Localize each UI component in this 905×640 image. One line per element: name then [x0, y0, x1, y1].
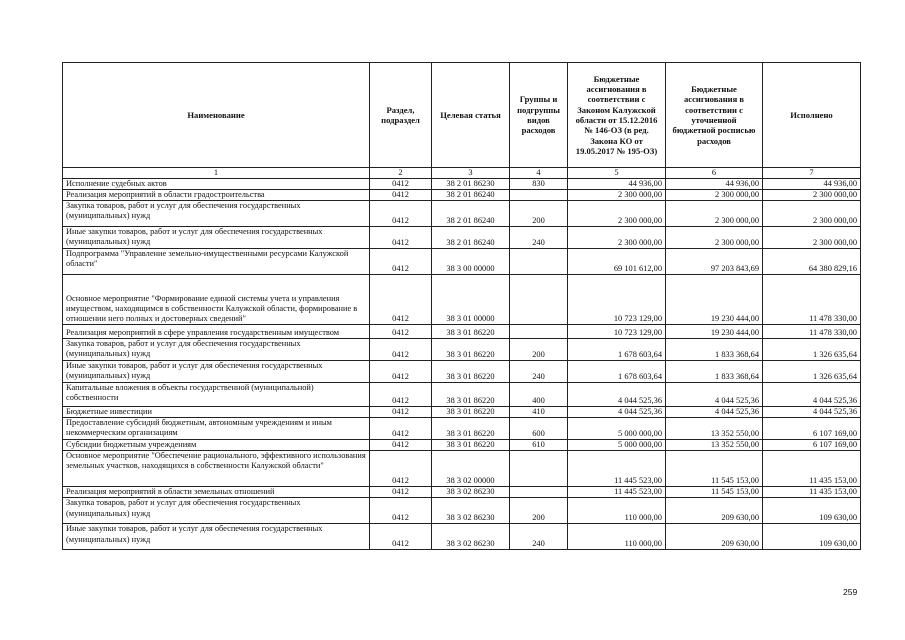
row-planned: 2 300 000,00 [568, 201, 666, 227]
row-section: 0412 [370, 524, 432, 550]
table-row [63, 325, 861, 339]
row-planned: 11 445 523,00 [568, 451, 666, 487]
row-executed: 44 936,00 [763, 179, 861, 190]
budget-table [62, 62, 861, 550]
row-name: Основное мероприятие "Обеспечение рационального, эффективного использования земельных участков, находящихся в собственности Калужской области" [63, 451, 370, 487]
row-planned: 110 000,00 [568, 498, 666, 524]
row-executed: 2 300 000,00 [763, 201, 861, 227]
header-section: Раздел, подраздел [370, 63, 432, 168]
row-refined: 209 630,00 [666, 524, 763, 550]
row-refined: 19 230 444,00 [666, 325, 763, 339]
row-refined: 44 936,00 [666, 179, 763, 190]
column-number: 2 [370, 168, 432, 179]
row-name: Закупка товаров, работ и услуг для обеспечения государственных (муниципальных) нужд [63, 201, 370, 227]
table-row [63, 418, 861, 440]
row-name: Закупка товаров, работ и услуг для обеспечения государственных (муниципальных) нужд [63, 498, 370, 524]
table-row [63, 498, 861, 524]
row-executed: 11 478 330,00 [763, 325, 861, 339]
row-group [510, 487, 568, 498]
table-row [63, 201, 861, 227]
row-group: 240 [510, 227, 568, 249]
row-planned: 4 044 525,36 [568, 383, 666, 407]
row-refined: 1 833 368,64 [666, 361, 763, 383]
column-number-row [63, 168, 861, 179]
table-row [63, 190, 861, 201]
row-group: 240 [510, 361, 568, 383]
row-section: 0412 [370, 275, 432, 325]
table-row [63, 407, 861, 418]
row-planned: 110 000,00 [568, 524, 666, 550]
column-number: 1 [63, 168, 370, 179]
row-executed: 109 630,00 [763, 498, 861, 524]
table-row [63, 383, 861, 407]
row-section: 0412 [370, 440, 432, 451]
row-refined: 2 300 000,00 [666, 201, 763, 227]
table-row [63, 361, 861, 383]
row-planned: 4 044 525,36 [568, 407, 666, 418]
row-section: 0412 [370, 407, 432, 418]
header-planned: Бюджетные ассигнования в соответствии с Законом Калужской области от 15.12.2016 № 146-ОЗ (в ред. Закона КО от 19.05.2017 № 195-ОЗ) [568, 63, 666, 168]
row-executed: 6 107 169,00 [763, 418, 861, 440]
row-article: 38 3 02 86230 [432, 524, 510, 550]
row-section: 0412 [370, 487, 432, 498]
row-group [510, 325, 568, 339]
column-number: 7 [763, 168, 861, 179]
row-section: 0412 [370, 339, 432, 361]
row-section: 0412 [370, 201, 432, 227]
row-planned: 10 723 129,00 [568, 325, 666, 339]
row-article: 38 3 02 00000 [432, 451, 510, 487]
row-article: 38 3 01 86220 [432, 339, 510, 361]
row-group [510, 190, 568, 201]
column-number: 4 [510, 168, 568, 179]
header-executed: Исполнено [763, 63, 861, 168]
row-planned: 1 678 603,64 [568, 339, 666, 361]
row-executed: 11 435 153,00 [763, 451, 861, 487]
row-executed: 4 044 525,36 [763, 383, 861, 407]
row-article: 38 3 01 00000 [432, 275, 510, 325]
row-refined: 2 300 000,00 [666, 190, 763, 201]
row-group [510, 249, 568, 275]
column-number: 6 [666, 168, 763, 179]
row-group [510, 275, 568, 325]
row-section: 0412 [370, 227, 432, 249]
table-row [63, 227, 861, 249]
header-row [63, 63, 861, 168]
row-refined: 4 044 525,36 [666, 407, 763, 418]
row-planned: 2 300 000,00 [568, 227, 666, 249]
row-planned: 44 936,00 [568, 179, 666, 190]
row-refined: 13 352 550,00 [666, 440, 763, 451]
header-article: Целевая статья [432, 63, 510, 168]
row-group [510, 451, 568, 487]
row-planned: 1 678 603,64 [568, 361, 666, 383]
row-article: 38 2 01 86240 [432, 227, 510, 249]
table-row [63, 440, 861, 451]
row-name: Субсидии бюджетным учреждениям [63, 440, 370, 451]
row-section: 0412 [370, 383, 432, 407]
row-name: Реализация мероприятий в области земельных отношений [63, 487, 370, 498]
row-refined: 2 300 000,00 [666, 227, 763, 249]
row-planned: 10 723 129,00 [568, 275, 666, 325]
row-group: 200 [510, 498, 568, 524]
row-name: Иные закупки товаров, работ и услуг для обеспечения государственных (муниципальных) нужд [63, 524, 370, 550]
row-refined: 4 044 525,36 [666, 383, 763, 407]
row-section: 0412 [370, 451, 432, 487]
page-number: 259 [843, 587, 858, 597]
row-section: 0412 [370, 361, 432, 383]
row-name: Иные закупки товаров, работ и услуг для обеспечения государственных (муниципальных) нужд [63, 361, 370, 383]
row-executed: 4 044 525,36 [763, 407, 861, 418]
row-section: 0412 [370, 249, 432, 275]
row-name: Реализация мероприятий в области градостроительства [63, 190, 370, 201]
row-group: 240 [510, 524, 568, 550]
row-section: 0412 [370, 418, 432, 440]
row-refined: 1 833 368,64 [666, 339, 763, 361]
row-article: 38 3 01 86220 [432, 325, 510, 339]
row-article: 38 3 01 86220 [432, 361, 510, 383]
table-row [63, 179, 861, 190]
row-executed: 11 435 153,00 [763, 487, 861, 498]
row-group: 200 [510, 201, 568, 227]
row-executed: 64 380 829,16 [763, 249, 861, 275]
row-group: 830 [510, 179, 568, 190]
row-section: 0412 [370, 325, 432, 339]
row-article: 38 3 01 86220 [432, 440, 510, 451]
row-article: 38 2 01 86240 [432, 201, 510, 227]
row-executed: 6 107 169,00 [763, 440, 861, 451]
row-name: Исполнение судебных актов [63, 179, 370, 190]
row-section: 0412 [370, 190, 432, 201]
row-section: 0412 [370, 498, 432, 524]
row-planned: 11 445 523,00 [568, 487, 666, 498]
row-executed: 11 478 330,00 [763, 275, 861, 325]
table-row [63, 275, 861, 325]
header-group: Группы и подгруппы видов расходов [510, 63, 568, 168]
table-row [63, 524, 861, 550]
row-section: 0412 [370, 179, 432, 190]
column-number: 5 [568, 168, 666, 179]
row-article: 38 3 01 86220 [432, 418, 510, 440]
row-name: Подпрограмма "Управление земельно-имущественными ресурсами Калужской области" [63, 249, 370, 275]
row-group: 600 [510, 418, 568, 440]
row-executed: 1 326 635,64 [763, 361, 861, 383]
row-name: Закупка товаров, работ и услуг для обеспечения государственных (муниципальных) нужд [63, 339, 370, 361]
row-name: Бюджетные инвестиции [63, 407, 370, 418]
row-name: Реализация мероприятий в сфере управления государственным имуществом [63, 325, 370, 339]
row-name: Предоставление субсидий бюджетным, автономным учреждениям и иным некоммерческим организациям [63, 418, 370, 440]
row-refined: 13 352 550,00 [666, 418, 763, 440]
row-article: 38 2 01 86240 [432, 190, 510, 201]
row-group: 410 [510, 407, 568, 418]
row-refined: 11 545 153,00 [666, 487, 763, 498]
row-article: 38 3 01 86220 [432, 407, 510, 418]
header-name: Наименование [63, 63, 370, 168]
row-planned: 5 000 000,00 [568, 440, 666, 451]
row-group: 610 [510, 440, 568, 451]
table-row [63, 339, 861, 361]
row-refined: 19 230 444,00 [666, 275, 763, 325]
row-article: 38 3 02 86230 [432, 487, 510, 498]
budget-table-page [62, 62, 860, 550]
row-name: Капитальные вложения в объекты государственной (муниципальной) собственности [63, 383, 370, 407]
row-name: Иные закупки товаров, работ и услуг для обеспечения государственных (муниципальных) нужд [63, 227, 370, 249]
header-refined: Бюджетные ассигнования в соответствии с уточненной бюджетной росписью расходов [666, 63, 763, 168]
row-executed: 109 630,00 [763, 524, 861, 550]
row-article: 38 2 01 86230 [432, 179, 510, 190]
table-row [63, 487, 861, 498]
column-number: 3 [432, 168, 510, 179]
row-article: 38 3 01 86220 [432, 383, 510, 407]
row-planned: 5 000 000,00 [568, 418, 666, 440]
row-executed: 1 326 635,64 [763, 339, 861, 361]
row-executed: 2 300 000,00 [763, 190, 861, 201]
row-group: 200 [510, 339, 568, 361]
row-planned: 69 101 612,00 [568, 249, 666, 275]
row-name: Основное мероприятие "Формирование единой системы учета и управления имуществом, находящимся в собственности Калужской области, формирование в отношении него полных и достоверных сведений" [63, 275, 370, 325]
row-article: 38 3 00 00000 [432, 249, 510, 275]
table-row [63, 451, 861, 487]
table-row [63, 249, 861, 275]
row-refined: 11 545 153,00 [666, 451, 763, 487]
row-executed: 2 300 000,00 [763, 227, 861, 249]
row-refined: 97 203 843,69 [666, 249, 763, 275]
row-planned: 2 300 000,00 [568, 190, 666, 201]
row-group: 400 [510, 383, 568, 407]
row-article: 38 3 02 86230 [432, 498, 510, 524]
row-refined: 209 630,00 [666, 498, 763, 524]
